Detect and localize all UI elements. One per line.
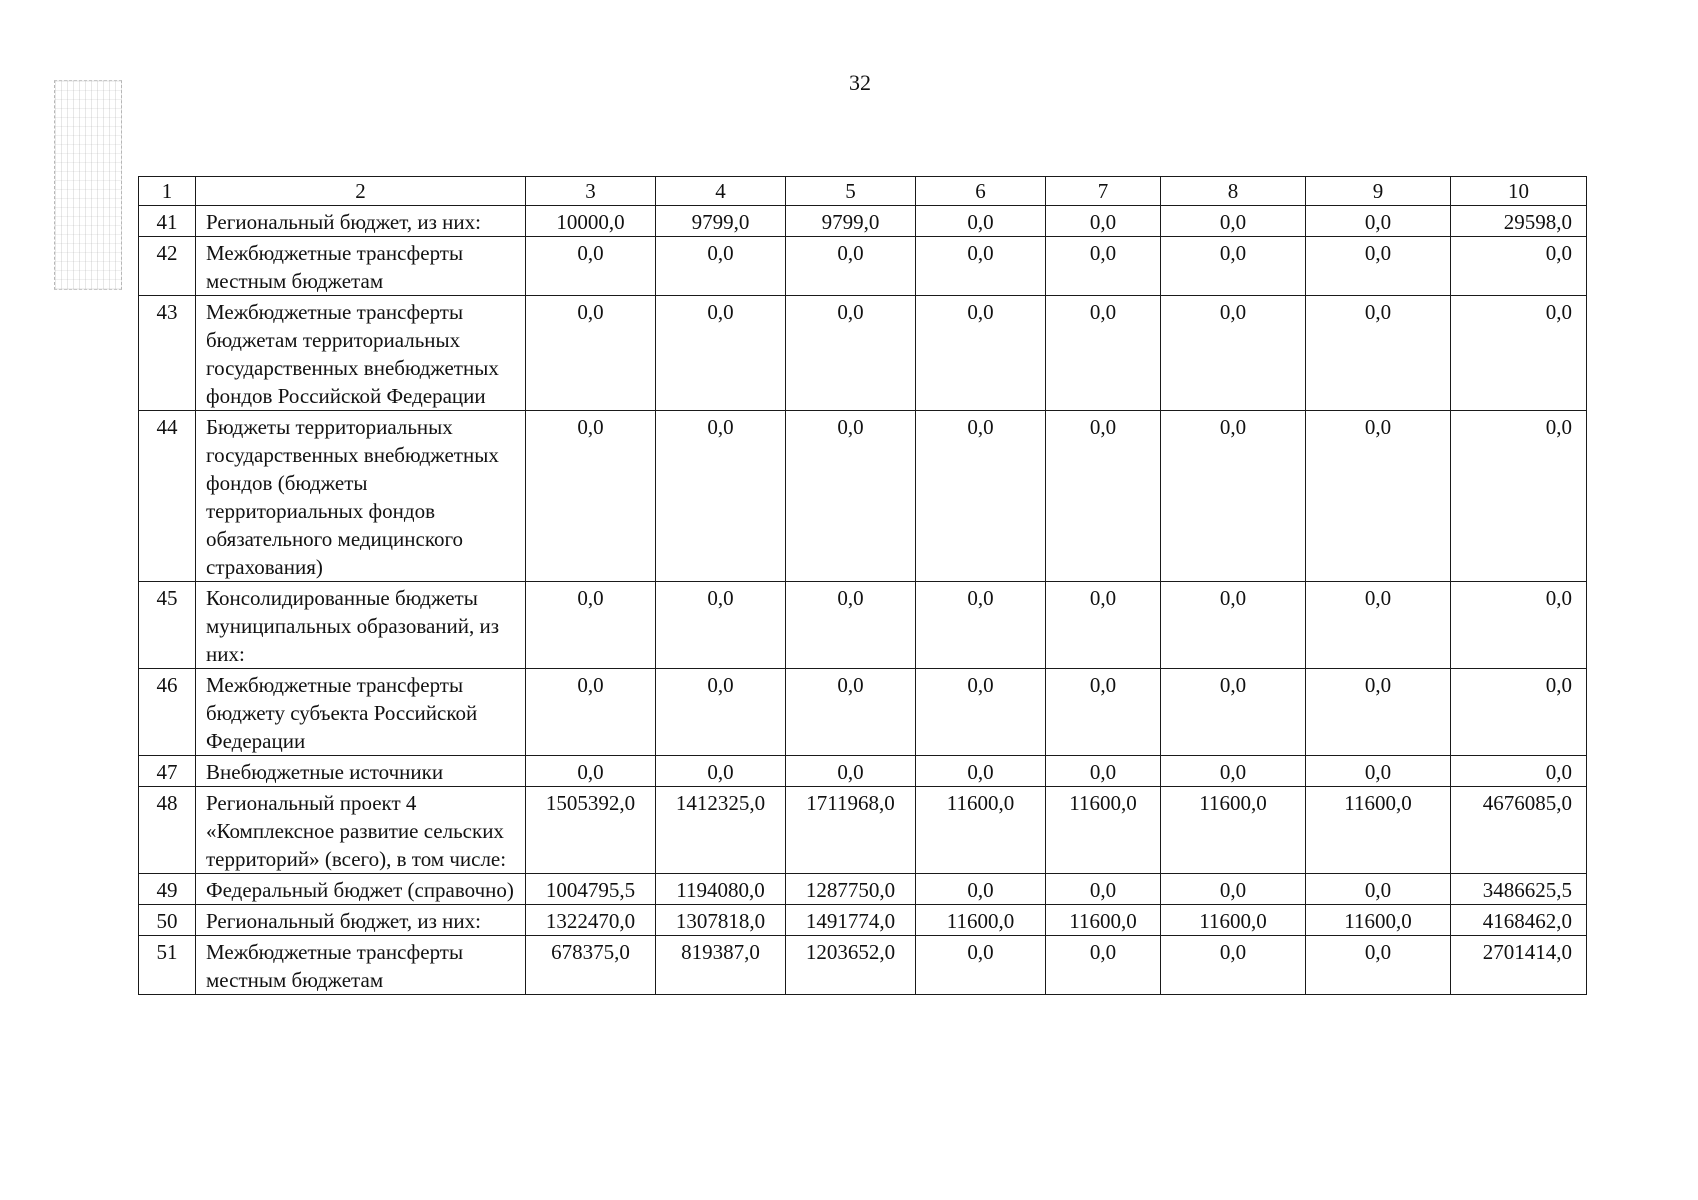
value-cell: 0,0 bbox=[1306, 411, 1451, 582]
row-number-cell: 44 bbox=[139, 411, 196, 582]
table-row bbox=[139, 296, 1587, 411]
column-header: 2 bbox=[196, 177, 526, 206]
value-cell: 0,0 bbox=[786, 669, 916, 756]
value-cell: 0,0 bbox=[1161, 296, 1306, 411]
table-row bbox=[139, 756, 1587, 787]
value-cell: 1322470,0 bbox=[526, 905, 656, 936]
value-cell: 0,0 bbox=[916, 296, 1046, 411]
row-number-cell: 48 bbox=[139, 787, 196, 874]
value-cell: 0,0 bbox=[526, 296, 656, 411]
value-cell: 0,0 bbox=[1046, 296, 1161, 411]
value-cell: 0,0 bbox=[1161, 237, 1306, 296]
column-header: 8 bbox=[1161, 177, 1306, 206]
value-cell: 678375,0 bbox=[526, 936, 656, 995]
value-cell: 1711968,0 bbox=[786, 787, 916, 874]
row-name-cell: Внебюджетные источники bbox=[196, 756, 526, 787]
value-cell: 0,0 bbox=[1161, 669, 1306, 756]
row-number-cell: 51 bbox=[139, 936, 196, 995]
value-cell: 0,0 bbox=[1046, 237, 1161, 296]
value-cell: 11600,0 bbox=[1161, 787, 1306, 874]
value-cell: 0,0 bbox=[1046, 669, 1161, 756]
value-cell: 0,0 bbox=[656, 411, 786, 582]
value-cell: 0,0 bbox=[916, 206, 1046, 237]
value-cell: 0,0 bbox=[1161, 874, 1306, 905]
value-cell: 11600,0 bbox=[916, 905, 1046, 936]
value-cell: 0,0 bbox=[1046, 582, 1161, 669]
value-cell: 0,0 bbox=[1046, 936, 1161, 995]
value-cell: 0,0 bbox=[526, 756, 656, 787]
table-body bbox=[139, 177, 1587, 995]
value-cell: 0,0 bbox=[916, 237, 1046, 296]
value-cell: 0,0 bbox=[1161, 936, 1306, 995]
value-cell: 0,0 bbox=[526, 237, 656, 296]
row-number-cell: 45 bbox=[139, 582, 196, 669]
column-header: 7 bbox=[1046, 177, 1161, 206]
value-cell: 0,0 bbox=[1451, 411, 1587, 582]
value-cell: 1412325,0 bbox=[656, 787, 786, 874]
value-cell: 0,0 bbox=[656, 756, 786, 787]
value-cell: 0,0 bbox=[916, 936, 1046, 995]
row-name-cell: Межбюджетные трансферты местным бюджетам bbox=[196, 936, 526, 995]
column-header: 4 bbox=[656, 177, 786, 206]
value-cell: 0,0 bbox=[656, 582, 786, 669]
value-cell: 0,0 bbox=[1451, 669, 1587, 756]
row-name-cell: Бюджеты территориальных государственных внебюджетных фондов (бюджеты территориальных фондов обязательного медицинского страхования) bbox=[196, 411, 526, 582]
value-cell: 11600,0 bbox=[916, 787, 1046, 874]
value-cell: 9799,0 bbox=[786, 206, 916, 237]
value-cell: 0,0 bbox=[786, 296, 916, 411]
value-cell: 0,0 bbox=[1306, 756, 1451, 787]
value-cell: 0,0 bbox=[1161, 756, 1306, 787]
page-number: 32 bbox=[849, 70, 871, 95]
value-cell: 0,0 bbox=[656, 296, 786, 411]
value-cell: 819387,0 bbox=[656, 936, 786, 995]
row-number-cell: 46 bbox=[139, 669, 196, 756]
table-row bbox=[139, 905, 1587, 936]
table-row bbox=[139, 669, 1587, 756]
value-cell: 29598,0 bbox=[1451, 206, 1587, 237]
table-header-row bbox=[139, 177, 1587, 206]
value-cell: 0,0 bbox=[916, 582, 1046, 669]
value-cell: 2701414,0 bbox=[1451, 936, 1587, 995]
value-cell: 0,0 bbox=[1046, 874, 1161, 905]
value-cell: 0,0 bbox=[1161, 206, 1306, 237]
table-row bbox=[139, 411, 1587, 582]
value-cell: 11600,0 bbox=[1306, 905, 1451, 936]
row-name-cell: Межбюджетные трансферты местным бюджетам bbox=[196, 237, 526, 296]
stamp-image bbox=[54, 80, 122, 290]
row-name-cell: Консолидированные бюджеты муниципальных образований, из них: bbox=[196, 582, 526, 669]
value-cell: 1287750,0 bbox=[786, 874, 916, 905]
column-header: 9 bbox=[1306, 177, 1451, 206]
value-cell: 10000,0 bbox=[526, 206, 656, 237]
value-cell: 0,0 bbox=[786, 756, 916, 787]
value-cell: 1194080,0 bbox=[656, 874, 786, 905]
value-cell: 0,0 bbox=[1306, 936, 1451, 995]
value-cell: 9799,0 bbox=[656, 206, 786, 237]
row-name-cell: Региональный бюджет, из них: bbox=[196, 206, 526, 237]
row-number-cell: 43 bbox=[139, 296, 196, 411]
value-cell: 0,0 bbox=[1451, 237, 1587, 296]
column-header: 3 bbox=[526, 177, 656, 206]
column-header: 10 bbox=[1451, 177, 1587, 206]
table-row bbox=[139, 582, 1587, 669]
table-row bbox=[139, 936, 1587, 995]
value-cell: 1004795,5 bbox=[526, 874, 656, 905]
value-cell: 0,0 bbox=[1306, 237, 1451, 296]
value-cell: 0,0 bbox=[1046, 206, 1161, 237]
column-header: 1 bbox=[139, 177, 196, 206]
row-name-cell: Межбюджетные трансферты бюджету субъекта Российской Федерации bbox=[196, 669, 526, 756]
value-cell: 0,0 bbox=[916, 669, 1046, 756]
value-cell: 0,0 bbox=[526, 582, 656, 669]
table-row bbox=[139, 206, 1587, 237]
value-cell: 0,0 bbox=[1306, 296, 1451, 411]
value-cell: 0,0 bbox=[786, 582, 916, 669]
value-cell: 0,0 bbox=[1306, 669, 1451, 756]
value-cell: 0,0 bbox=[656, 669, 786, 756]
value-cell: 11600,0 bbox=[1046, 787, 1161, 874]
value-cell: 1491774,0 bbox=[786, 905, 916, 936]
value-cell: 0,0 bbox=[786, 411, 916, 582]
row-name-cell: Федеральный бюджет (справочно) bbox=[196, 874, 526, 905]
column-header: 5 bbox=[786, 177, 916, 206]
value-cell: 3486625,5 bbox=[1451, 874, 1587, 905]
value-cell: 0,0 bbox=[1451, 582, 1587, 669]
value-cell: 0,0 bbox=[916, 756, 1046, 787]
value-cell: 11600,0 bbox=[1161, 905, 1306, 936]
value-cell: 0,0 bbox=[1306, 206, 1451, 237]
row-number-cell: 41 bbox=[139, 206, 196, 237]
value-cell: 0,0 bbox=[656, 237, 786, 296]
value-cell: 0,0 bbox=[1306, 582, 1451, 669]
row-name-cell: Региональный бюджет, из них: bbox=[196, 905, 526, 936]
value-cell: 0,0 bbox=[1451, 756, 1587, 787]
row-name-cell: Региональный проект 4 «Комплексное развитие сельских территорий» (всего), в том числе: bbox=[196, 787, 526, 874]
row-number-cell: 50 bbox=[139, 905, 196, 936]
value-cell: 4676085,0 bbox=[1451, 787, 1587, 874]
value-cell: 0,0 bbox=[1306, 874, 1451, 905]
value-cell: 1203652,0 bbox=[786, 936, 916, 995]
row-number-cell: 49 bbox=[139, 874, 196, 905]
row-name-cell: Межбюджетные трансферты бюджетам территориальных государственных внебюджетных фондов Российской Федерации bbox=[196, 296, 526, 411]
value-cell: 0,0 bbox=[786, 237, 916, 296]
value-cell: 0,0 bbox=[1046, 411, 1161, 582]
table-row bbox=[139, 237, 1587, 296]
row-number-cell: 42 bbox=[139, 237, 196, 296]
row-number-cell: 47 bbox=[139, 756, 196, 787]
value-cell: 0,0 bbox=[526, 411, 656, 582]
table-row bbox=[139, 874, 1587, 905]
value-cell: 0,0 bbox=[916, 874, 1046, 905]
budget-table bbox=[138, 176, 1587, 995]
table-row bbox=[139, 787, 1587, 874]
value-cell: 4168462,0 bbox=[1451, 905, 1587, 936]
value-cell: 0,0 bbox=[1451, 296, 1587, 411]
value-cell: 0,0 bbox=[1161, 411, 1306, 582]
value-cell: 0,0 bbox=[1046, 756, 1161, 787]
value-cell: 1307818,0 bbox=[656, 905, 786, 936]
value-cell: 11600,0 bbox=[1046, 905, 1161, 936]
value-cell: 0,0 bbox=[526, 669, 656, 756]
value-cell: 11600,0 bbox=[1306, 787, 1451, 874]
column-header: 6 bbox=[916, 177, 1046, 206]
value-cell: 1505392,0 bbox=[526, 787, 656, 874]
value-cell: 0,0 bbox=[916, 411, 1046, 582]
value-cell: 0,0 bbox=[1161, 582, 1306, 669]
